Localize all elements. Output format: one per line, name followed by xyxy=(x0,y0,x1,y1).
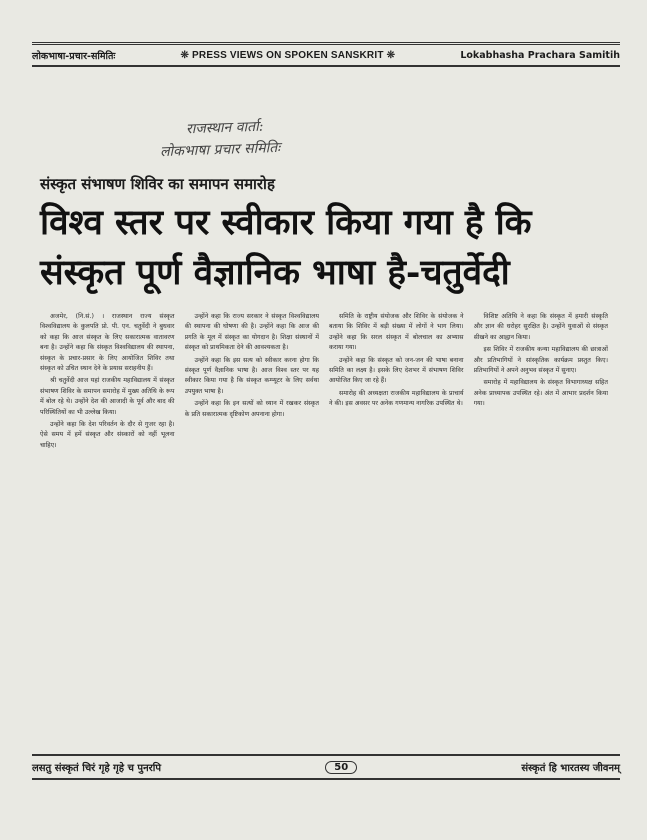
article-column xyxy=(40,312,175,712)
paragraph: इस शिविर में राजकीय कन्या महाविद्यालय की छात्राओं और प्रतिभागियों ने सांस्कृतिक कार्यक्रम प्रस्तुत किए। प्रतिभागियों ने अपने अनुभव संस्कृत में सुनाए। xyxy=(473,346,608,375)
page-number: 50 xyxy=(325,761,357,774)
article-body xyxy=(40,312,608,712)
header-right: Lokabhasha Prachara Samitih xyxy=(460,49,620,61)
paragraph: उन्होंने कहा कि देश परिवर्तन के दौर से गुजर रहा है। ऐसे समय में हमें संस्कृत और संस्कारों को नहीं भूलना चाहिए। xyxy=(40,421,175,449)
header-left: लोकभाषा-प्रचार-समितिः xyxy=(32,50,116,62)
article-kicker: संस्कृत संभाषण शिविर का समापन समारोह xyxy=(40,175,275,193)
handwritten-note-line2: लोकभाषा प्रचार समितिः xyxy=(159,139,281,161)
page-header xyxy=(32,42,620,67)
paragraph: उन्होंने कहा कि इन सत्यों को ध्यान में रखकर संस्कृत के प्रति सकारात्मक दृष्टिकोण अपनाना होगा। xyxy=(184,400,319,418)
paragraph: समारोह की अध्यक्षता राजकीय महाविद्यालय के प्राचार्य ने की। इस अवसर पर अनेक गणमान्य नागरिक उपस्थित थे। xyxy=(329,389,464,408)
paragraph: उन्होंने कहा कि राज्य सरकार ने संस्कृत विश्वविद्यालय की स्थापना की घोषणा की है। उन्होंने कहा कि आज की प्रगति के मूल में संस्कृत का योगदान है। शिक्षा संस्थानों में संस्कृत को प्राथमिकता देने की आवश्यकता है। xyxy=(184,313,319,352)
page-footer xyxy=(32,754,620,780)
footer-left: लसतु संस्कृतं चिरं गृहे गृहे च पुनरपि xyxy=(32,763,162,774)
paragraph: समिति के राष्ट्रीय संयोजक और शिविर के संयोजक ने बताया कि शिविर में बड़ी संख्या में लोगों ने भाग लिया। उन्होंने कहा कि सरल संस्कृत में बोलचाल का अभ्यास कराया गया। xyxy=(329,313,464,352)
paragraph: उन्होंने कहा कि इस सत्य को स्वीकार करना होगा कि संस्कृत पूर्ण वैज्ञानिक भाषा है। आज विश्व स्तर पर यह स्वीकार किया गया है कि संस्कृत कम्प्यूटर के लिए सर्वथा उपयुक्त भाषा है। xyxy=(184,356,319,395)
article-column xyxy=(474,312,609,712)
paragraph: श्री चतुर्वेदी आज यहां राजकीय महाविद्यालय में संस्कृत संभाषण शिविर के समापन समारोह में मुख्य अतिथि के रूप में बोल रहे थे। उन्होंने देश की आजादी के पूर्व और बाद की परिस्थितियों का भी उल्लेख किया। xyxy=(40,377,175,416)
paragraph: अजमेर, (नि.सं.) । राजस्थान राज्य संस्कृत विश्वविद्यालय के कुलपति प्रो. पी. एन. चतुर्वेदी ने बुधवार को कहा कि आज संस्कृत के लिए सकारात्मक वातावरण बना है। उन्होंने कहा कि संस्कृत विश्वविद्यालय की स्थापना, संस्कृत के प्रचार-प्रसार के लिए आयोजित शिविर तथा संस्कृत को उचित स्थान देने के प्रयास सराहनीय हैं। xyxy=(40,313,175,373)
headline-line2: संस्कृत पूर्ण वैज्ञानिक भाषा है-चतुर्वेदी xyxy=(40,252,510,293)
paragraph: विशिष्ट अतिथि ने कहा कि संस्कृत में हमारी संस्कृति और ज्ञान की धरोहर सुरक्षित है। उन्होंने युवाओं से संस्कृत सीखने का आह्वान किया। xyxy=(473,313,608,341)
footer-right: संस्कृतं हि भारतस्य जीवनम् xyxy=(521,763,620,774)
headline-line1: विश्व स्तर पर स्वीकार किया गया है कि xyxy=(40,202,532,243)
header-center: ❊ PRESS VIEWS ON SPOKEN SANSKRIT ❊ xyxy=(180,49,396,61)
article-column xyxy=(185,312,320,712)
paragraph: उन्होंने कहा कि संस्कृत को जन-जन की भाषा बनाना समिति का लक्ष्य है। इसके लिए देशभर में संभाषण शिविर आयोजित किए जा रहे हैं। xyxy=(329,356,464,385)
paragraph: समारोह में महाविद्यालय के संस्कृत विभागाध्यक्ष सहित अनेक प्राध्यापक उपस्थित रहे। अंत में आभार प्रदर्शन किया गया। xyxy=(473,379,608,408)
handwritten-note-line1: राजस्थान वार्ता: xyxy=(185,118,264,138)
article-column xyxy=(329,312,464,712)
